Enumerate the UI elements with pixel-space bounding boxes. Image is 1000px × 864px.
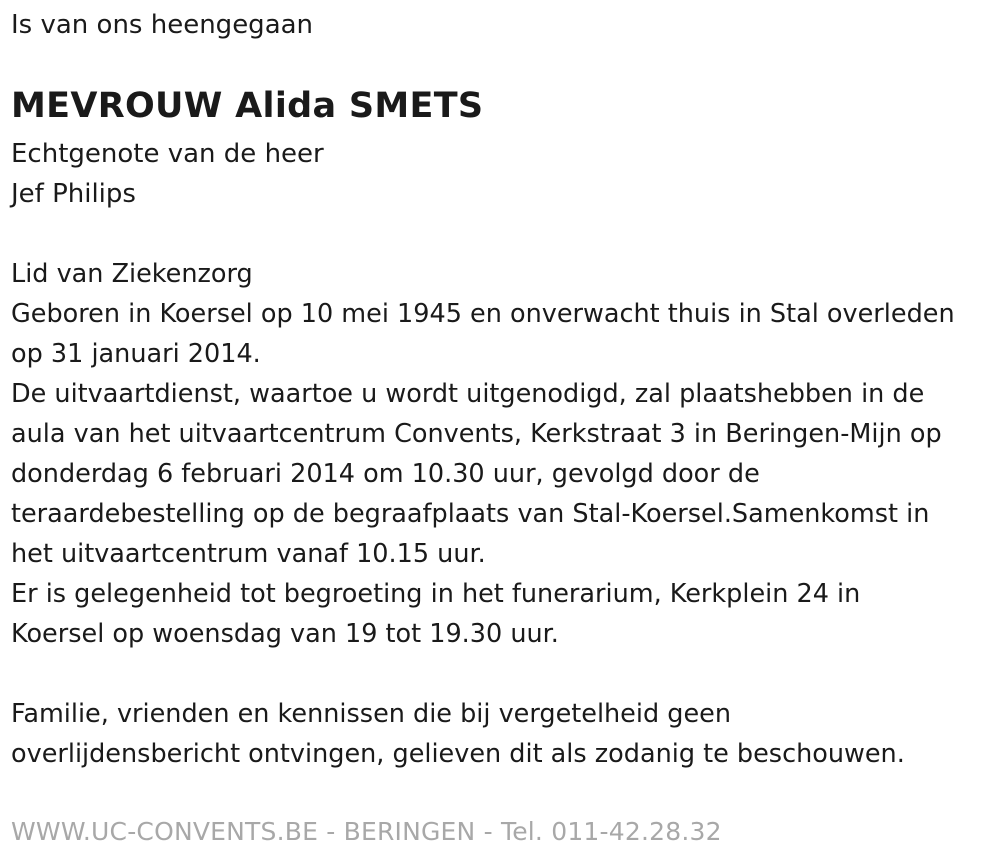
birth-death-line: op 31 januari 2014.: [11, 339, 261, 369]
spouse-line: Echtgenote van de heer: [11, 139, 324, 169]
notice-body: [11, 254, 996, 654]
spouse-block: [11, 134, 324, 214]
funeral-line: het uitvaartcentrum vanaf 10.15 uur.: [11, 539, 486, 569]
membership-text: Lid van Ziekenzorg: [11, 259, 253, 289]
visitation-line: Koersel op woensdag van 19 tot 19.30 uur.: [11, 619, 559, 649]
closing-line: overlijdensbericht ontvingen, gelieven dit als zodanig te beschouwen.: [11, 739, 905, 769]
funeral-line: teraardebestelling op de begraafplaats van Stal-Koersel.Samenkomst in: [11, 499, 930, 529]
funeral-line: aula van het uitvaartcentrum Convents, Kerkstraat 3 in Beringen-Mijn op: [11, 419, 942, 449]
closing-note: [11, 694, 996, 774]
spouse-name: Jef Philips: [11, 179, 136, 209]
visitation-line: Er is gelegenheid tot begroeting in het funerarium, Kerkplein 24 in: [11, 579, 861, 609]
birth-death-line: Geboren in Koersel op 10 mei 1945 en onverwacht thuis in Stal overleden: [11, 299, 955, 329]
footer-contact: WWW.UC-CONVENTS.BE - BERINGEN - Tel. 011-42.28.32: [11, 817, 722, 846]
funeral-line: donderdag 6 februari 2014 om 10.30 uur, gevolgd door de: [11, 459, 760, 489]
intro-text: Is van ons heengegaan: [11, 10, 314, 40]
deceased-name: MEVROUW Alida SMETS: [11, 86, 484, 126]
funeral-line: De uitvaartdienst, waartoe u wordt uitgenodigd, zal plaatshebben in de: [11, 379, 925, 409]
closing-line: Familie, vrienden en kennissen die bij vergetelheid geen: [11, 699, 731, 729]
